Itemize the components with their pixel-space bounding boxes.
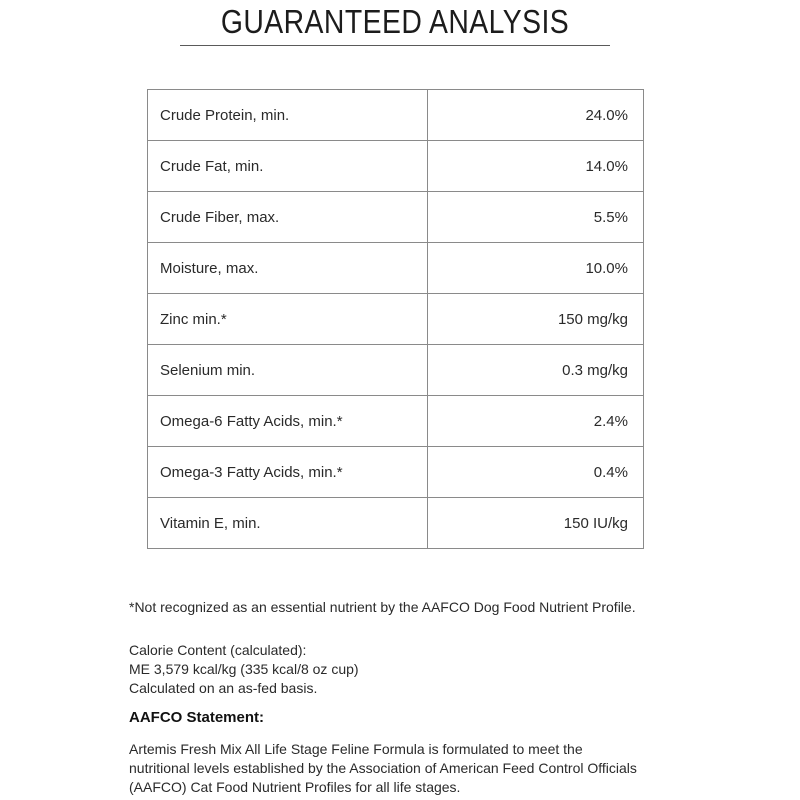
- nutrient-name: Omega-3 Fatty Acids, min.*: [148, 447, 428, 498]
- nutrient-name: Crude Protein, min.: [148, 90, 428, 141]
- table-row: [148, 141, 644, 192]
- nutrient-name: Crude Fat, min.: [148, 141, 428, 192]
- calorie-content: [129, 641, 359, 698]
- nutrient-value: 2.4%: [428, 396, 644, 447]
- nutrient-value: 0.4%: [428, 447, 644, 498]
- nutrient-value: 150 mg/kg: [428, 294, 644, 345]
- nutrient-name: Moisture, max.: [148, 243, 428, 294]
- nutrient-value: 150 IU/kg: [428, 498, 644, 549]
- nutrient-name: Zinc min.*: [148, 294, 428, 345]
- calorie-heading: Calorie Content (calculated):: [129, 642, 307, 658]
- footnote: *Not recognized as an essential nutrient by the AAFCO Dog Food Nutrient Profile.: [129, 599, 636, 615]
- page-title: GUARANTEED ANALYSIS: [220, 3, 570, 40]
- nutrient-name: Crude Fiber, max.: [148, 192, 428, 243]
- table-row: [148, 192, 644, 243]
- table-row: [148, 294, 644, 345]
- aafco-statement-heading: AAFCO Statement:: [129, 709, 265, 726]
- guaranteed-analysis-table: [147, 89, 644, 549]
- nutrient-name: Vitamin E, min.: [148, 498, 428, 549]
- calorie-basis: Calculated on an as-fed basis.: [129, 680, 318, 696]
- table-row: [148, 90, 644, 141]
- nutrient-value: 24.0%: [428, 90, 644, 141]
- nutrient-value: 0.3 mg/kg: [428, 345, 644, 396]
- calorie-value: ME 3,579 kcal/kg (335 kcal/8 oz cup): [129, 661, 359, 677]
- aafco-statement-text: [129, 740, 749, 797]
- nutrient-name: Selenium min.: [148, 345, 428, 396]
- table-row: [148, 243, 644, 294]
- title-underline: [180, 45, 610, 46]
- table-row: [148, 498, 644, 549]
- aafco-statement-line: Artemis Fresh Mix All Life Stage Feline Formula is formulated to meet the: [129, 741, 583, 757]
- table-row: [148, 447, 644, 498]
- nutrient-name: Omega-6 Fatty Acids, min.*: [148, 396, 428, 447]
- nutrient-value: 10.0%: [428, 243, 644, 294]
- table-row: [148, 345, 644, 396]
- table-row: [148, 396, 644, 447]
- nutrient-value: 14.0%: [428, 141, 644, 192]
- aafco-statement-line: (AAFCO) Cat Food Nutrient Profiles for all life stages.: [129, 779, 461, 795]
- nutrient-value: 5.5%: [428, 192, 644, 243]
- aafco-statement-line: nutritional levels established by the Association of American Feed Control Officials: [129, 760, 637, 776]
